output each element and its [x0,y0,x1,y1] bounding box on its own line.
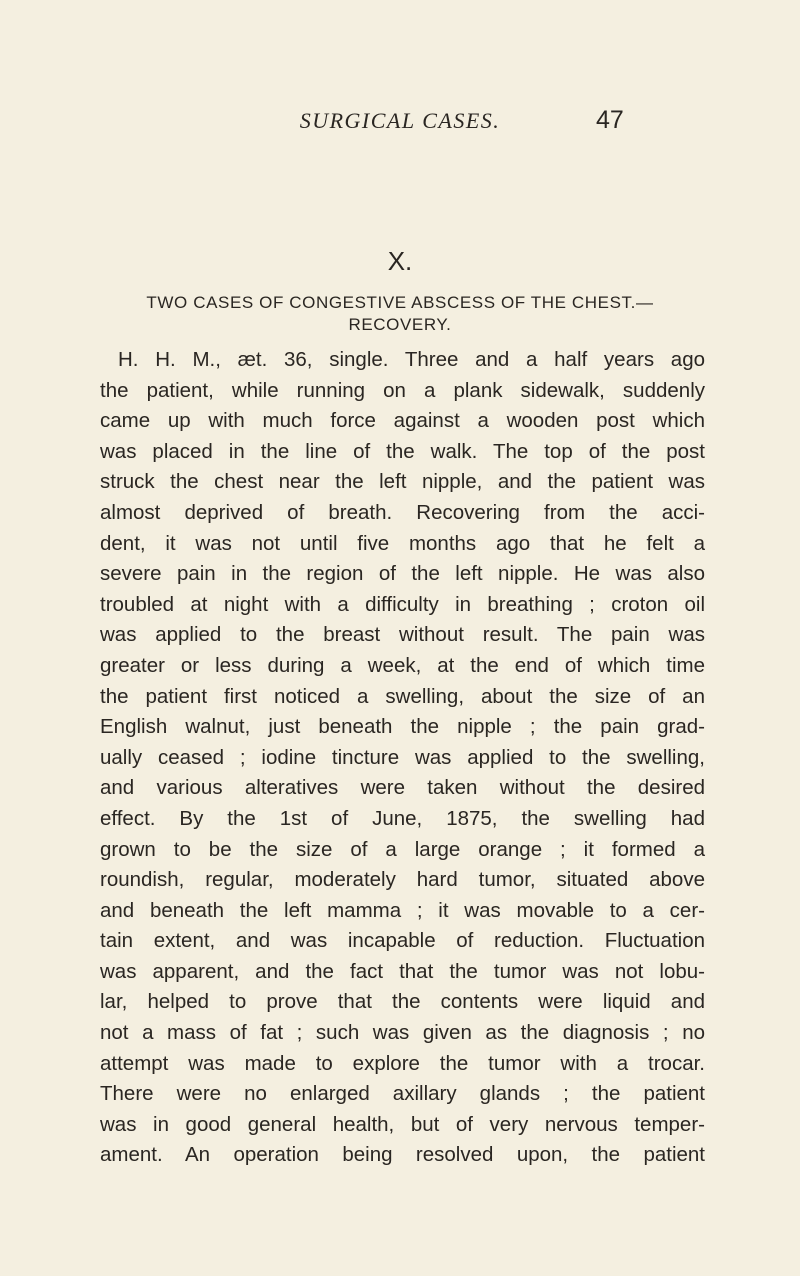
text-line: greater or less during a week, at the end of which time [100,653,705,677]
text-line: the patient, while running on a plank sidewalk, suddenly [100,378,705,402]
section-heading-line-1: TWO CASES OF CONGESTIVE ABSCESS OF THE CHEST.— [146,293,654,312]
text-line: effect. By the 1st of June, 1875, the swelling had [100,806,705,830]
text-line: came up with much force against a wooden post which [100,409,705,433]
text-line: was in good general health, but of very nervous temper- [100,1112,705,1136]
section-heading-line-2: RECOVERY. [348,315,452,334]
section-heading [100,292,700,336]
page-number: 47 [596,106,624,134]
text-line: was apparent, and the fact that the tumor was not lobu- [100,959,705,983]
text-line: severe pain in the region of the left nipple. He was also [100,562,705,586]
text-line: dent, it was not until five months ago that he felt a [100,531,705,555]
text-line: ually ceased ; iodine tincture was applied to the swelling, [100,745,705,769]
text-line: English walnut, just beneath the nipple ; the pain grad- [100,715,705,739]
text-line: There were no enlarged axillary glands ; the patient [100,1082,705,1106]
text-line: attempt was made to explore the tumor with a trocar. [100,1051,705,1075]
text-line: and beneath the left mamma ; it was movable to a cer- [100,898,705,922]
text-line: lar, helped to prove that the contents were liquid and [100,990,705,1014]
text-line: tain extent, and was incapable of reduction. Fluctuation [100,929,705,953]
text-line: not a mass of fat ; such was given as the diagnosis ; no [100,1021,705,1045]
text-line: and various alteratives were taken without the desired [100,776,705,800]
running-head [0,106,800,136]
text-line: roundish, regular, moderately hard tumor, situated above [100,868,705,892]
text-line: almost deprived of breath. Recovering from the acci- [100,500,705,524]
text-line: struck the chest near the left nipple, and the patient was [100,470,705,494]
text-line: H. H. M., æt. 36, single. Three and a half years ago [118,348,705,371]
text-line: the patient first noticed a swelling, about the size of an [100,684,705,708]
text-line: ament. An operation being resolved upon, the patient [100,1143,705,1167]
text-line: was applied to the breast without result. The pain was [100,623,705,647]
running-head-title: SURGICAL CASES. [299,108,501,133]
text-line: troubled at night with a difficulty in breathing ; croton oil [100,592,705,616]
body-paragraph [100,345,705,1171]
section-numeral: X. [387,246,413,276]
text-line: grown to be the size of a large orange ; it formed a [100,837,705,861]
text-line: was placed in the line of the walk. The top of the post [100,439,705,463]
